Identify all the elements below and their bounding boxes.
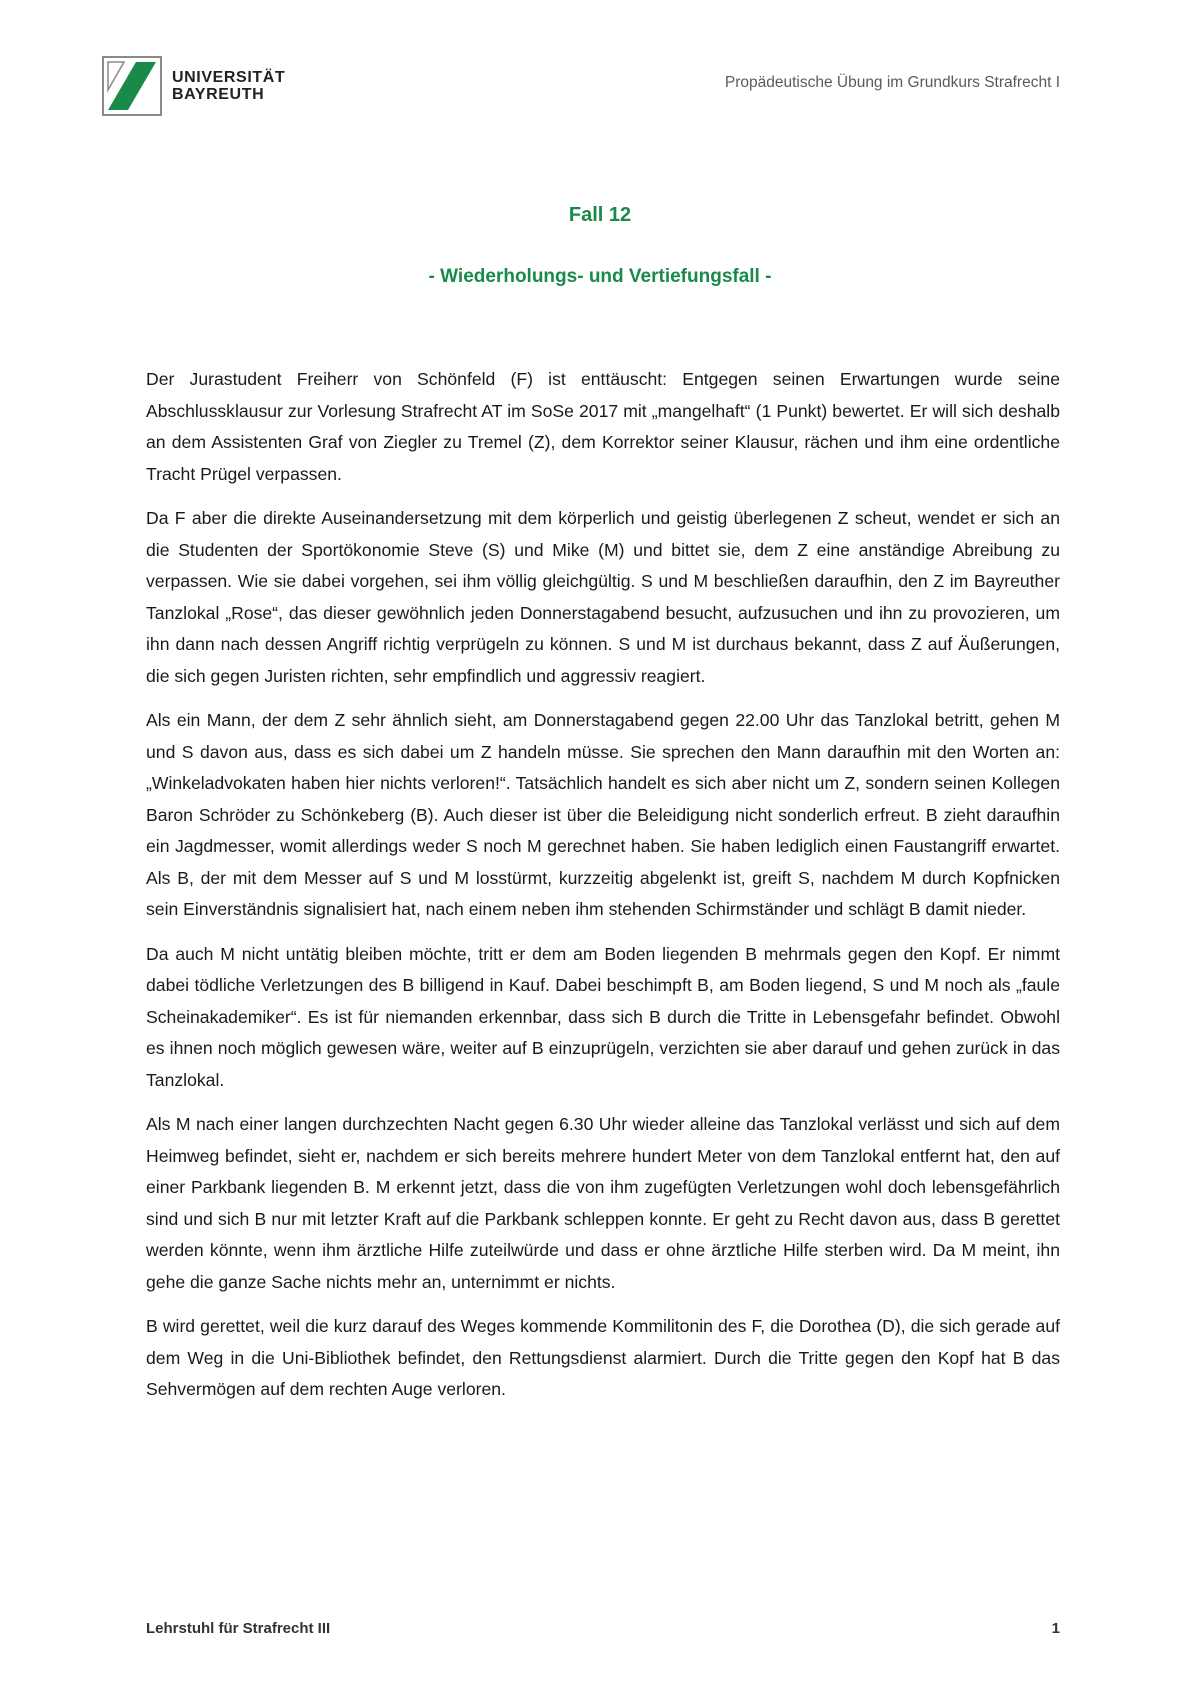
university-logo-text — [172, 69, 285, 103]
document-subtitle: - Wiederholungs- und Vertiefungsfall - — [428, 266, 772, 287]
paragraph-4: Da auch M nicht untätig bleiben möchte, tritt er dem am Boden liegenden B mehrmals gegen den Kopf. Er nimmt dabei tödliche Verletzungen des B billigend in Kauf. Dabei beschimpft B, am Boden liegend, S und M noch als „faule Scheinakademiker“. Es ist für niemanden erkennbar, dass sich B durch die Tritte in Lebensgefahr befindet. Obwohl es ihnen noch möglich gewesen wäre, weiter auf B einzuprügeln, verzichten sie aber darauf und gehen zurück in das Tanzlokal. — [146, 943, 1060, 1090]
logo-line-2: BAYREUTH — [172, 86, 265, 103]
logo-line-1: UNIVERSITÄT — [172, 69, 286, 86]
paragraph-2: Da F aber die direkte Auseinandersetzung mit dem körperlich und geistig überlegenen Z scheut, wendet er sich an die Studenten der Sportökonomie Steve (S) und Mike (M) und bittet sie, dem Z eine anständige Abreibung zu verpassen. Wie sie dabei vorgehen, sei ihm völlig gleichgültig. S und M beschließen daraufhin, den Z im Bayreuther Tanzlokal „Rose“, das dieser gewöhnlich jeden Donnerstagabend besucht, aufzusuchen und ihn zu provozieren, um ihn dann nach dessen Angriff richtig verprügeln zu können. S und M ist durchaus bekannt, dass Z auf Äußerungen, die sich gegen Juristen richten, sehr empfindlich und aggressiv reagiert. — [146, 508, 1060, 686]
case-text — [146, 364, 1060, 1419]
university-logo-icon — [102, 56, 162, 116]
footer-chair: Lehrstuhl für Strafrecht III — [146, 1620, 331, 1637]
university-logo — [102, 56, 285, 116]
document-title: Fall 12 — [568, 204, 632, 226]
paragraph-3: Als ein Mann, der dem Z sehr ähnlich sieht, am Donnerstagabend gegen 22.00 Uhr das Tanzlokal betritt, gehen M und S davon aus, dass es sich dabei um Z handeln müsse. Sie sprechen den Mann daraufhin mit den Worten an: „Winkeladvokaten haben hier nichts verloren!“. Tatsächlich handelt es sich aber nicht um Z, sondern seinen Kollegen Baron Schröder zu Schönkeberg (B). Auch dieser ist über die Beleidigung nicht sonderlich erfreut. B zieht daraufhin ein Jagdmesser, womit allerdings weder S noch M gerechnet haben. Sie haben lediglich einen Faustangriff erwartet. Als B, der mit dem Messer auf S und M losstürmt, kurzzeitig abgelenkt ist, greift S, nachdem M durch Kopfnicken sein Einverständnis signalisiert hat, nach einem neben ihm stehenden Schirmständer und schlägt B damit nieder. — [146, 710, 1060, 919]
paragraph-5: Als M nach einer langen durchzechten Nacht gegen 6.30 Uhr wieder alleine das Tanzlokal verlässt und sich auf dem Heimweg befindet, sieht er, nachdem er sich bereits mehrere hundert Meter von dem Tanzlokal entfernt hat, den auf einer Parkbank liegenden B. M erkennt jetzt, dass die von ihm zugefügten Verletzungen wohl doch lebensgefährlich sind und sich B nur mit letzter Kraft auf die Parkbank schleppen konnte. Er geht zu Recht davon aus, dass B gerettet werden könnte, wenn ihm ärztliche Hilfe zuteilwürde und dass er ohne ärztliche Hilfe sterben wird. Da M meint, ihn gehe die ganze Sache nichts mehr an, unternimmt er nichts. — [146, 1114, 1060, 1292]
page-number: 1 — [1051, 1620, 1060, 1637]
paragraph-6: B wird gerettet, weil die kurz darauf des Weges kommende Kommilitonin des F, die Dorothea (D), die sich gerade auf dem Weg in die Uni-Bibliothek befindet, den Rettungsdienst alarmiert. Durch die Tritte gegen den Kopf hat B das Sehvermögen auf dem rechten Auge verloren. — [146, 1316, 1060, 1399]
paragraph-1: Der Jurastudent Freiherr von Schönfeld (F) ist enttäuscht: Entgegen seinen Erwartungen wurde seine Abschlussklausur zur Vorlesung Strafrecht AT im SoSe 2017 mit „mangelhaft“ (1 Punkt) bewertet. Er will sich deshalb an dem Assistenten Graf von Ziegler zu Tremel (Z), dem Korrektor seiner Klausur, rächen und ihm eine ordentliche Tracht Prügel verpassen. — [146, 369, 1060, 484]
course-title: Propädeutische Übung im Grundkurs Strafrecht I — [724, 74, 1060, 91]
